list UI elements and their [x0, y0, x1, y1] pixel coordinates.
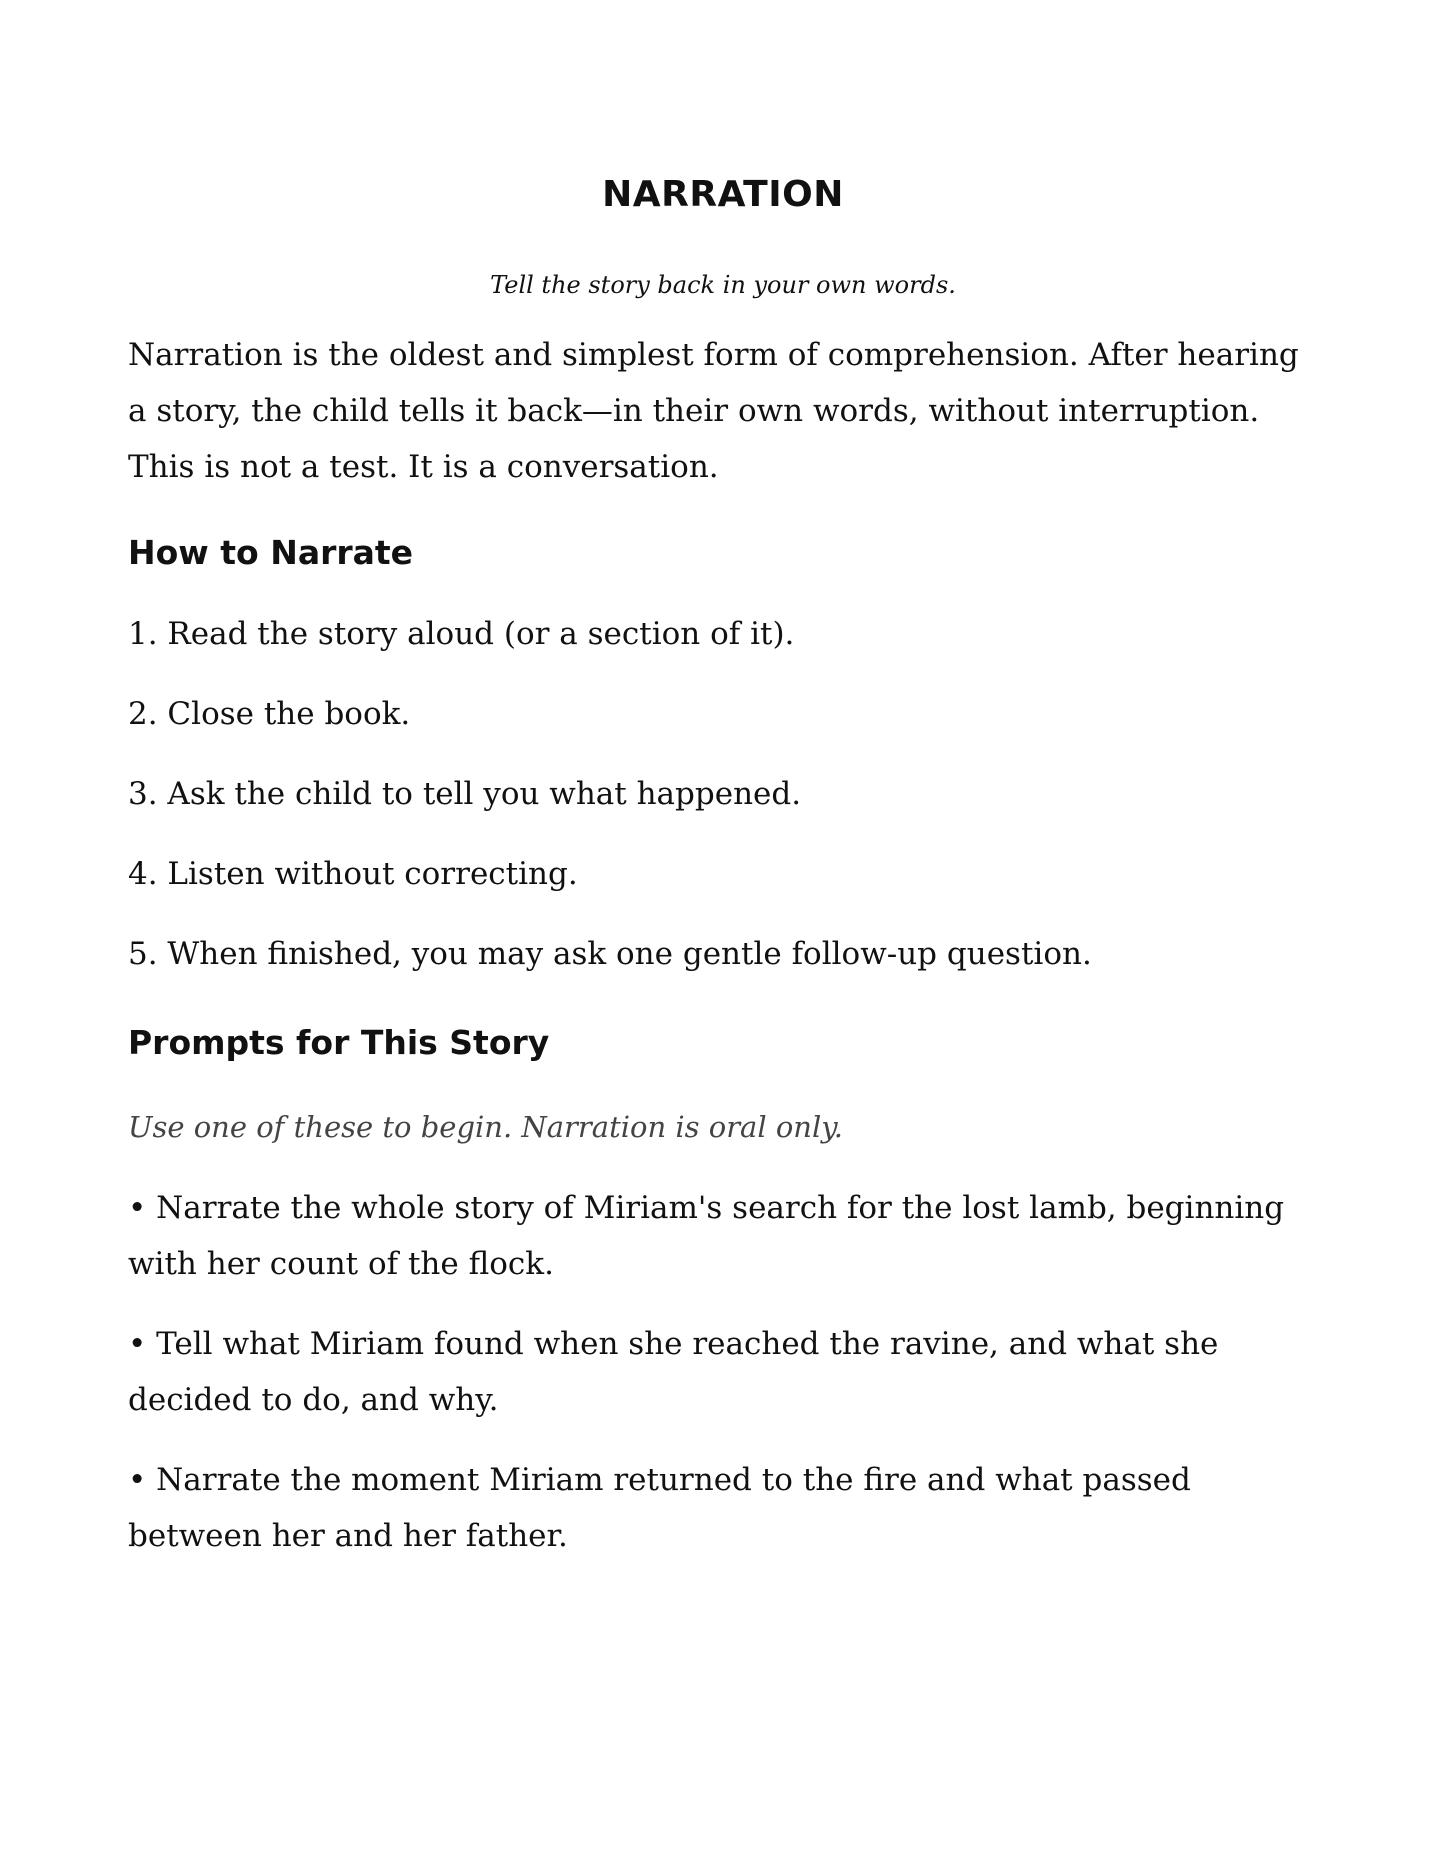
intro-paragraph: Narration is the oldest and simplest form of comprehension. After hearing a story, the child tells it back—in their own words, without interruption. This is not a test. It is a conversation. [128, 337, 1299, 485]
step-5: 5. When finished, you may ask one gentle follow-up question. [128, 936, 1092, 972]
how-to-narrate-heading: How to Narrate [128, 533, 414, 572]
page-title: NARRATION [602, 174, 844, 215]
step-4: 4. Listen without correcting. [128, 856, 578, 892]
page-subtitle: Tell the story back in your own words. [490, 271, 956, 299]
step-3: 3. Ask the child to tell you what happened. [128, 776, 802, 812]
prompt-2: • Tell what Miriam found when she reached the ravine, and what she decided to do, and why. [128, 1326, 1219, 1418]
prompts-note: Use one of these to begin. Narration is oral only. [128, 1110, 844, 1144]
prompt-1: • Narrate the whole story of Miriam's search for the lost lamb, beginning with her count of the flock. [128, 1190, 1285, 1282]
prompts-heading: Prompts for This Story [128, 1023, 550, 1062]
document-page [128, 0, 1318, 1870]
step-2: 2. Close the book. [128, 696, 411, 732]
step-1: 1. Read the story aloud (or a section of it). [128, 616, 795, 652]
prompt-3: • Narrate the moment Miriam returned to the fire and what passed between her and her father. [128, 1462, 1191, 1554]
